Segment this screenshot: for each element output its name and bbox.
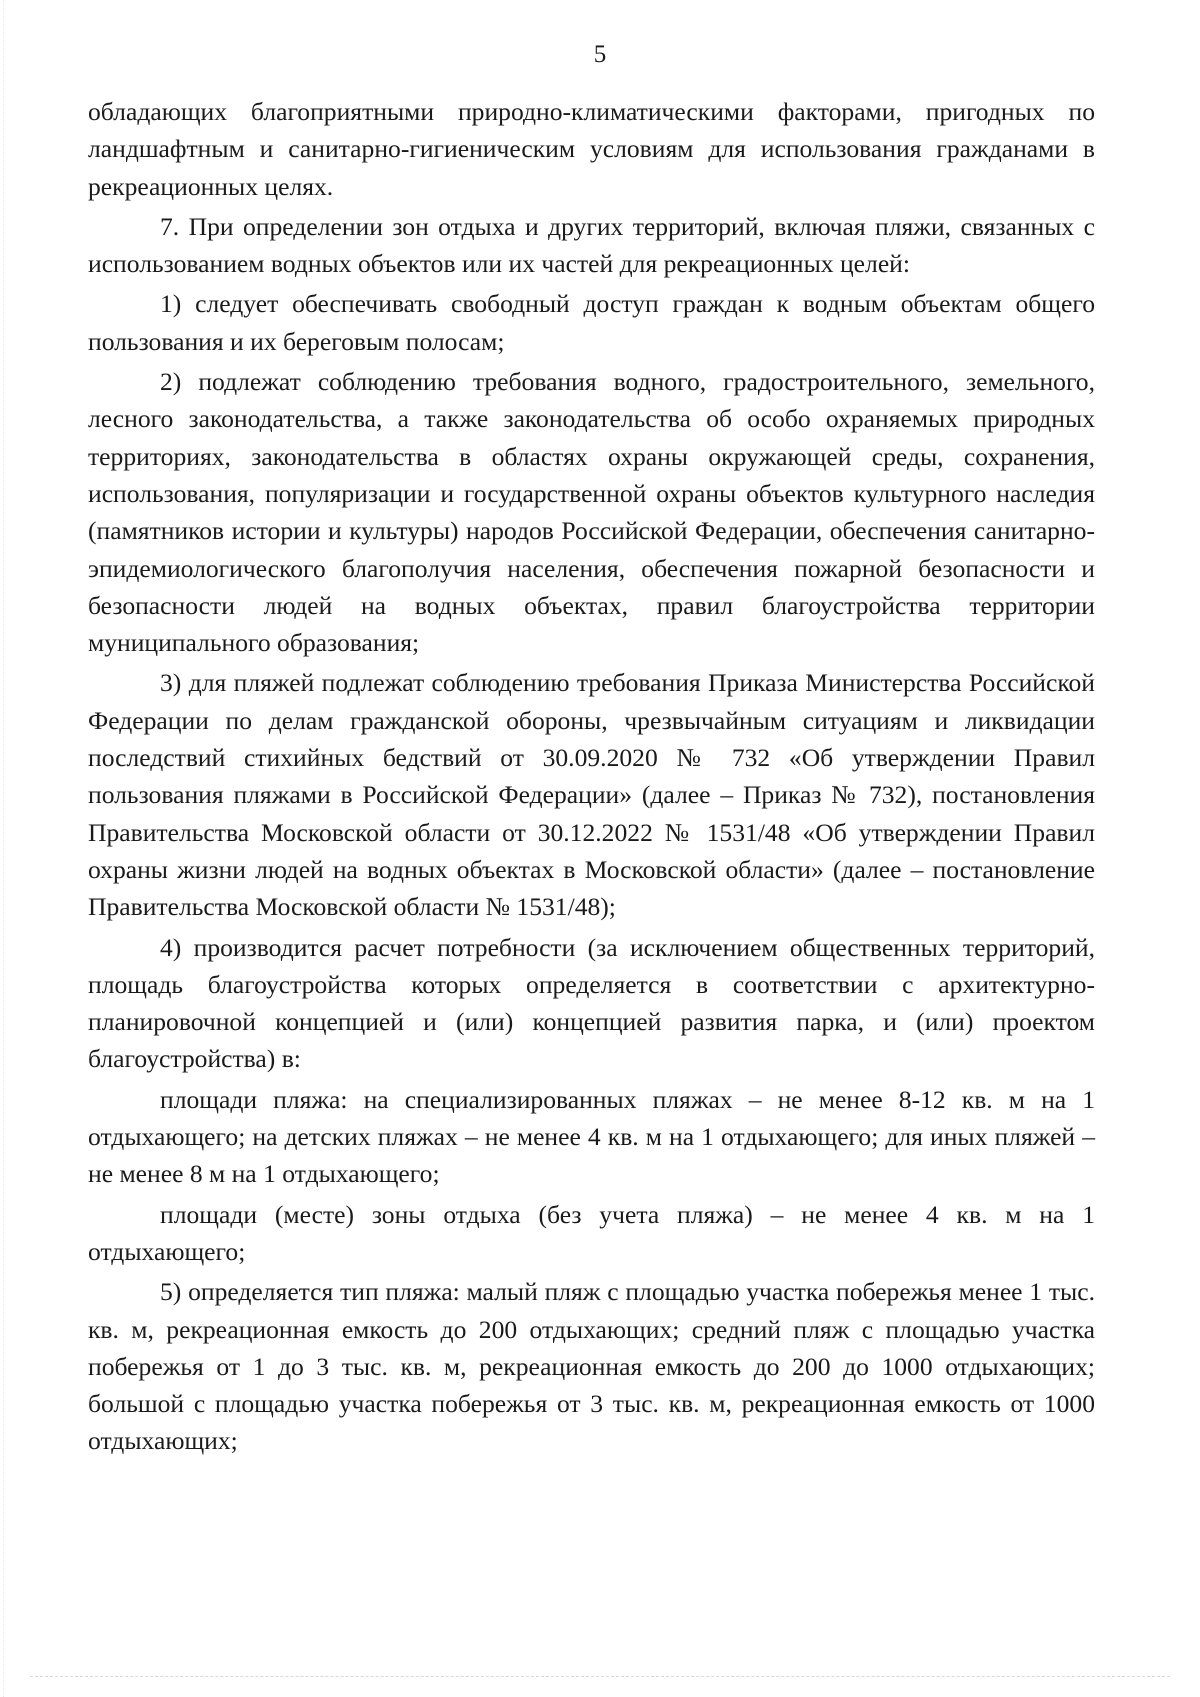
paragraph-item-7: 7. При определении зон отдыха и других территорий, включая пляжи, связанных с использованием водных объектов или их частей для рекреационных целей: xyxy=(88,211,1095,279)
paragraph-beach-area: площади пляжа: на специализированных пляжах – не менее 8-12 кв. м на 1 отдыхающего; на детских пляжах – не менее 4 кв. м на 1 отдыхающего; для иных пляжей – не менее 8 м на 1 отдыхающего; xyxy=(88,1084,1095,1189)
paragraph-subitem-4: 4) производится расчет потребности (за исключением общественных территорий, площадь благоустройства которых определяется в соответствии с архитектурно-планировочной концепцией и (или) концепцией развития парка, и (или) проектом благоустройства) в: xyxy=(88,932,1095,1074)
scan-edge-bottom xyxy=(30,1676,1170,1677)
paragraph-subitem-1: 1) следует обеспечивать свободный доступ граждан к водным объектам общего пользования и их береговым полосам; xyxy=(88,289,1095,356)
paragraph-recreation-area: площади (месте) зоны отдыха (без учета пляжа) – не менее 4 кв. м на 1 отдыхающего; xyxy=(88,1199,1095,1266)
document-body xyxy=(88,93,1095,1460)
page-number: 5 xyxy=(593,41,607,68)
scan-edge-left xyxy=(3,0,4,1697)
paragraph-subitem-2: 2) подлежат соблюдению требования водного, градостроительного, земельного, лесного законодательства, а также законодательства об особо охраняемых природных территориях, законодательства в областях охраны окружающей среды, сохранения, использования, популяризации и государственной охраны объектов культурного наследия (памятников истории и культуры) народов Российской Федерации, обеспечения санитарно-эпидемиологического благополучия населения, обеспечения пожарной безопасности и безопасности людей на водных объектах, правил благоустройства территории муниципального образования; xyxy=(88,367,1095,658)
paragraph-subitem-3: 3) для пляжей подлежат соблюдению требования Приказа Министерства Российской Федерации по делам гражданской обороны, чрезвычайным ситуациям и ликвидации последствий стихийных бедствий от 30.09.2020 № 732 «Об утверждении Правил пользования пляжами в Российской Федерации» (далее – Приказ № 732), постановления Правительства Московской области от 30.12.2022 № 1531/48 «Об утверждении Правил охраны жизни людей на водных объектах в Московской области» (далее – постановление Правительства Московской области № 1531/48); xyxy=(88,668,1095,922)
paragraph-subitem-5: 5) определяется тип пляжа: малый пляж с площадью участка побережья менее 1 тыс. кв. м, рекреационная емкость до 200 отдыхающих; средний пляж с площадью участка побережья от 1 до 3 тыс. кв. м, рекреационная емкость до 200 до 1000 отдыхающих; большой с площадью участка побережья от 3 тыс. кв. м, рекреационная емкость от 1000 отдыхающих; xyxy=(88,1277,1095,1456)
paragraph-continuation: обладающих благоприятными природно-климатическими факторами, пригодных по ландшафтным и санитарно-гигиеническим условиям для использования гражданами в рекреационных целях. xyxy=(88,97,1095,201)
